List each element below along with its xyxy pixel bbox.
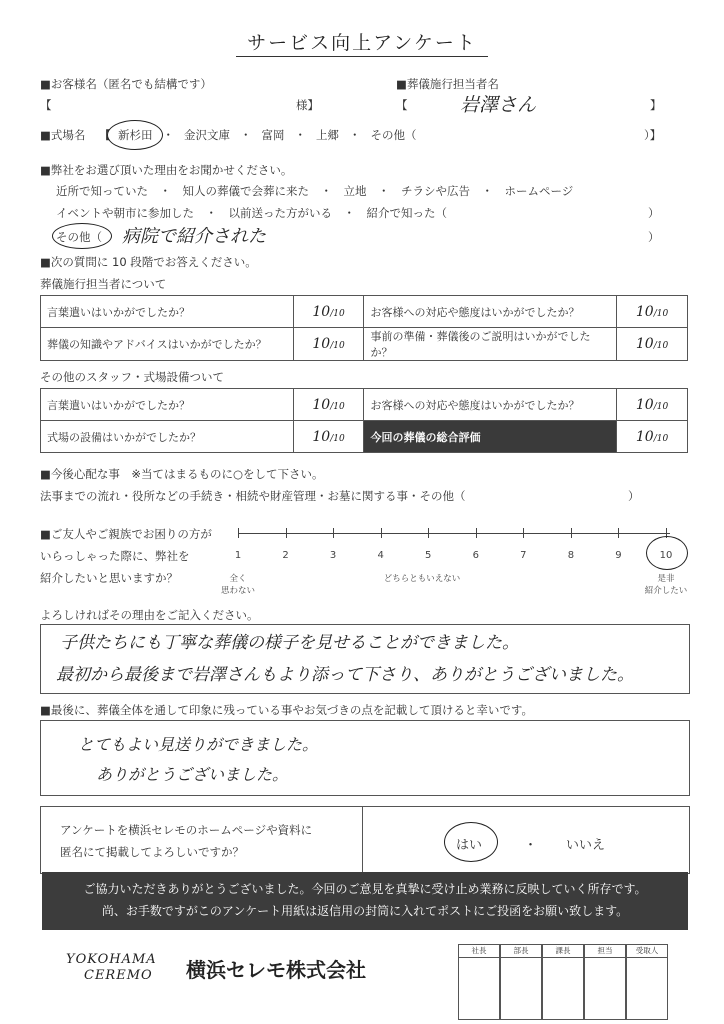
scale-number[interactable]: 4: [377, 550, 384, 561]
reason-label: ■弊社をお選び頂いた理由をお聞かせください。: [40, 163, 293, 177]
rating-question: お客様への対応や態度はいかがでしたか？: [364, 296, 617, 328]
rating-score[interactable]: [617, 296, 688, 328]
recommend-question-2: いらっしゃった際に、弊社を: [40, 549, 190, 563]
score-suffix: /10: [330, 341, 345, 351]
scale-tick: [428, 528, 429, 538]
score-value: 10: [635, 428, 654, 445]
table-row: [41, 421, 688, 453]
scale-number[interactable]: 9: [615, 550, 622, 561]
stamp-box: [584, 944, 626, 1020]
scale-tick: [381, 528, 382, 538]
rating-question: 言葉遣いはいかがでしたか？: [41, 296, 294, 328]
scale-number[interactable]: 10: [659, 550, 673, 561]
venue-label: ■式場名: [40, 128, 86, 142]
rating-score[interactable]: [293, 328, 364, 361]
venue-close: ）】: [644, 128, 662, 142]
publish-separator: ・: [524, 838, 538, 853]
scale-number[interactable]: 8: [567, 550, 575, 561]
scale-tick: [476, 528, 477, 538]
footer-line-2: 尚、お手数ですがこのアンケート用紙は返信用の封筒に入れてポストにご投函をお願い致します。: [101, 904, 629, 918]
recommend-question-3: 紹介したいと思いますか？: [40, 571, 178, 585]
table-row: [41, 328, 688, 361]
score-value: 10: [312, 428, 331, 445]
impression-line-1: とてもよい見送りができました。: [78, 735, 319, 754]
scale-number[interactable]: 5: [425, 550, 432, 561]
staff-rating-table: [40, 295, 688, 361]
rating-question: 式場の設備はいかがでしたか？: [41, 421, 294, 453]
venue-bracket: 【: [99, 128, 111, 142]
venue-option[interactable]: その他（: [370, 128, 417, 142]
reason-other-circle: [52, 223, 112, 249]
stamp-label: 課長: [543, 945, 583, 958]
title-underline: [236, 56, 488, 57]
score-suffix: /10: [653, 433, 669, 444]
score-value: 10: [635, 396, 654, 413]
reason-other-close: ）: [648, 230, 660, 244]
concern-label: ■今後心配な事 ※当てはまるものに○をして下さい。: [40, 467, 324, 481]
rating-question: 事前の準備・葬儀後のご説明はいかがでしたか？: [364, 328, 617, 361]
stamp-label: 社長: [459, 945, 499, 958]
footer-line-1: ご協力いただきありがとうございました。今回のご意見を真摯に受け止め業務に反映していく所存です。: [83, 882, 647, 896]
scale-low-label-2: 思わない: [220, 586, 255, 596]
staff-bracket-open: 【: [396, 98, 408, 112]
scale-tick: [286, 528, 287, 538]
venue-option[interactable]: 新杉田: [118, 128, 153, 142]
logo-text-1: YOKOHAMA: [66, 952, 157, 967]
recommend-question-1: ■ご友人やご親族でお困りの方が: [40, 527, 212, 541]
table-row: [41, 389, 688, 421]
venue-option[interactable]: 上郷: [316, 128, 339, 142]
other-section-title: その他のスタッフ・式場設備ついて: [40, 370, 224, 384]
scale-number[interactable]: 7: [520, 550, 527, 561]
reason-comment-line-2: 最初から最後まで岩澤さんもより添って下さり、ありがとうございました。: [56, 665, 634, 685]
reason-line-1: 近所で知っていた ・ 知人の葬儀で会葬に来た ・ 立地 ・ チラシや広告 ・ ホームページ: [56, 184, 574, 198]
staff-bracket-close: 】: [650, 98, 662, 112]
scale-number[interactable]: 2: [282, 550, 289, 561]
overall-rating-score[interactable]: [617, 421, 688, 453]
publish-yes-circle: [444, 822, 498, 862]
scale-tick: [238, 528, 239, 538]
table-row: [41, 296, 688, 328]
publish-no-option[interactable]: いいえ: [566, 838, 606, 853]
impression-line-2: ありがとうございました。: [96, 765, 289, 784]
score-suffix: /10: [653, 341, 669, 351]
reason-line-2-close: ）: [648, 206, 660, 220]
publish-question-2: 匿名にて掲載してよろしいですか？: [60, 845, 244, 859]
rating-score[interactable]: [617, 389, 688, 421]
rating-intro: ■次の質問に 10 段階でお答えください。: [40, 255, 257, 269]
venue-separator: ・: [240, 128, 252, 142]
scale-mid-label: どちらともいえない: [383, 574, 461, 584]
stamp-box: [542, 944, 584, 1020]
venue-separator: ・: [349, 128, 361, 142]
rating-question: 言葉遣いはいかがでしたか？: [41, 389, 294, 421]
logo-text-2: CEREMO: [84, 968, 153, 983]
score-value: 10: [312, 336, 331, 352]
scale-number[interactable]: 3: [329, 550, 337, 561]
company-name: 横浜セレモ株式会社: [186, 958, 366, 982]
publish-yes-option[interactable]: はい: [456, 838, 483, 853]
stamp-box: [458, 944, 500, 1020]
scale-tick: [571, 528, 572, 538]
stamp-box: [626, 944, 668, 1020]
venue-selected-circle: [107, 120, 163, 150]
stamp-label: 担当: [585, 945, 625, 958]
scale-tick: [333, 528, 334, 538]
rating-question: 葬儀の知識やアドバイスはいかがでしたか？: [41, 328, 294, 361]
recommend-scale-line: [238, 533, 670, 534]
score-value: 10: [635, 336, 654, 352]
stamp-label: 部長: [501, 945, 541, 958]
score-suffix: /10: [653, 401, 669, 412]
reason-comment-label: よろしければその理由をご記入ください。: [40, 608, 259, 622]
concern-close: ）: [628, 489, 640, 503]
staff-name-label: ■葬儀施行担当者名: [396, 77, 499, 91]
stamp-label: 受取人: [627, 945, 667, 958]
impression-label: ■最後に、葬儀全体を通して印象に残っている事やお気づきの点を記載して頂けると幸いです。: [40, 703, 533, 717]
company-logo: [62, 952, 178, 990]
other-rating-table: [40, 388, 688, 453]
overall-rating-label: 今回の葬儀の総合評価: [364, 421, 617, 453]
venue-option[interactable]: 金沢文庫: [184, 128, 230, 142]
score-suffix: /10: [330, 401, 345, 412]
reason-other-label: その他（: [56, 230, 102, 244]
publish-divider: [362, 806, 363, 872]
rating-score[interactable]: [293, 421, 364, 453]
reason-comment-line-1: 子供たちにも丁寧な葬儀の様子を見せることができました。: [60, 633, 519, 653]
staff-section-title: 葬儀施行担当者について: [40, 277, 167, 291]
score-suffix: /10: [330, 433, 345, 444]
score-suffix: /10: [330, 308, 345, 319]
reason-line-2: イベントや朝市に参加した ・ 以前送った方がいる ・ 紹介で知った（: [56, 206, 447, 220]
scale-high-label-1: 是非: [657, 574, 675, 584]
scale-tick: [523, 528, 524, 538]
customer-name-label: ■お客様名（匿名でも結構です）: [40, 77, 212, 91]
staff-name-value[interactable]: 岩澤さん: [460, 94, 537, 116]
rating-question: お客様への対応や態度はいかがでしたか？: [364, 389, 617, 421]
venue-separator: ・: [294, 128, 306, 142]
venue-option[interactable]: 富岡: [261, 128, 285, 142]
scale-number[interactable]: 6: [472, 550, 479, 561]
footer-message: [42, 872, 688, 930]
reason-other-value[interactable]: 病院で紹介された: [122, 226, 266, 247]
scale-high-label-2: 紹介したい: [644, 586, 688, 596]
score-value: 10: [312, 396, 331, 413]
page-title: サービス向上アンケート: [247, 32, 477, 54]
venue-separator: ・: [162, 128, 174, 142]
scale-low-label-1: 全く: [229, 574, 247, 584]
score-value: 10: [635, 303, 654, 320]
score-suffix: /10: [653, 308, 669, 319]
rating-score[interactable]: [293, 296, 364, 328]
publish-question-1: アンケートを横浜セレモのホームページや資料に: [60, 823, 313, 837]
concern-line: 法事までの流れ・役所などの手続き・相続や財産管理・お墓に関する事・その他（: [40, 489, 466, 503]
rating-score[interactable]: [617, 328, 688, 361]
scale-tick: [618, 528, 619, 538]
scale-selected-circle: [646, 536, 688, 570]
stamp-box: [500, 944, 542, 1020]
scale-number[interactable]: 1: [234, 550, 242, 561]
venue-options: [118, 127, 427, 143]
score-value: 10: [312, 303, 331, 320]
rating-score[interactable]: [293, 389, 364, 421]
customer-bracket-open: 【: [40, 98, 52, 112]
customer-suffix: 様】: [296, 98, 319, 112]
